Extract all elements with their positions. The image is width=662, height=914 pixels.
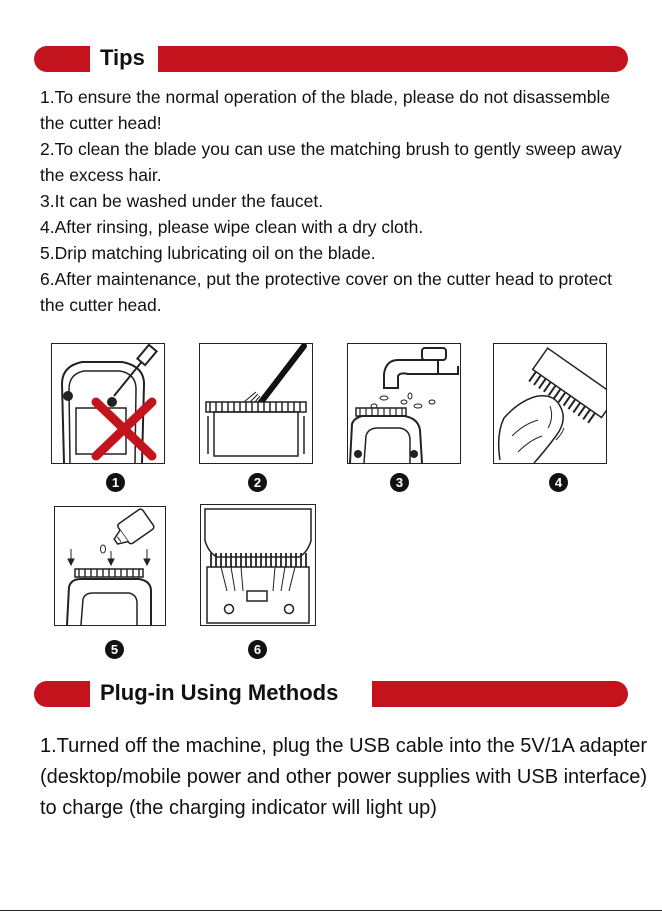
header-accent-right: [158, 46, 628, 72]
step-number: 5: [105, 640, 124, 659]
brush-cleaning-icon: [199, 343, 313, 464]
no-disassemble-icon: [51, 343, 165, 464]
tips-title: Tips: [100, 45, 145, 70]
header-accent-left: [34, 46, 90, 72]
bottom-divider: [0, 910, 662, 911]
step-number: 2: [248, 473, 267, 492]
step-number: 1: [106, 473, 125, 492]
tips-header: [34, 43, 628, 73]
header-accent-left: [34, 681, 90, 707]
tip-item: 2.To clean the blade you can use the matching brush to gently sweep away the excess hair.: [40, 139, 622, 185]
tip-item: 4.After rinsing, please wipe clean with a dry cloth.: [40, 217, 424, 237]
cloth-wipe-icon: [493, 343, 607, 464]
step-number: 6: [248, 640, 267, 659]
step-number: 4: [549, 473, 568, 492]
tip-item: 3.It can be washed under the faucet.: [40, 191, 324, 211]
tip-item: 6.After maintenance, put the protective cover on the cutter head to protect the cutter head.: [40, 269, 613, 315]
tip-item: 1.To ensure the normal operation of the blade, please do not disassemble the cutter head!: [40, 87, 611, 133]
tips-list: [40, 84, 630, 318]
plug-instructions: 1.Turned off the machine, plug the USB cable into the 5V/1A adapter (desktop/mobile power and other power supplies with USB interface) to charge (the charging indicator will light up): [40, 735, 648, 819]
faucet-wash-icon: [347, 343, 461, 464]
header-accent-right: [372, 681, 628, 707]
plug-title: Plug-in Using Methods: [100, 680, 339, 705]
blade-cover-icon: [200, 504, 316, 626]
plug-header: [34, 678, 628, 708]
tip-item: 5.Drip matching lubricating oil on the blade.: [40, 243, 376, 263]
step-number: 3: [390, 473, 409, 492]
oil-drop-icon: [54, 506, 166, 626]
